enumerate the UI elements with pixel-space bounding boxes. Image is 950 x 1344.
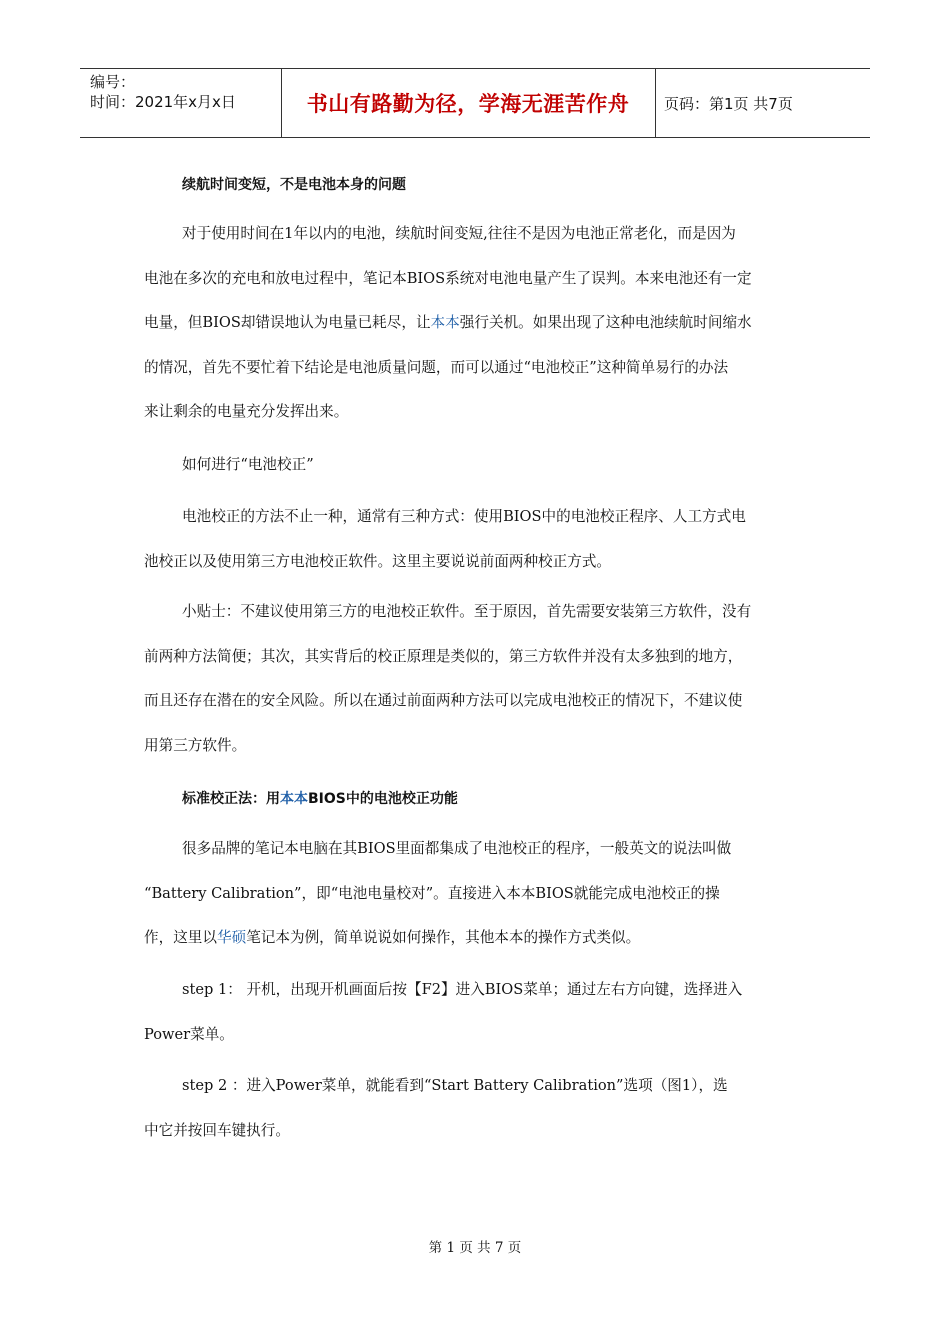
motto: 书山有路勤为径，学海无涯苦作舟	[306, 92, 630, 116]
paragraph-methods: 电池校正的方法不止一种，通常有三种方式：使用BIOS中的电池校正程序、人工方式电 池校正以及使用第三方电池校正软件。这里主要说说前面两种校正方式。	[144, 508, 746, 570]
divider	[655, 69, 656, 137]
heading-standard-method: 标准校正法：用本本BIOS中的电池校正功能	[182, 791, 458, 807]
heading-how-to-calibrate: 如何进行“电池校正”	[182, 456, 314, 473]
time-label: 时间：2021年x月x日	[90, 93, 236, 111]
paragraph-tip: 小贴士：不建议使用第三方的电池校正软件。至于原因，首先需要安装第三方软件，没有 前两种方法简便；其次，其实背后的校正原理是类似的，第三方软件并没有太多独到的地方， 而且还存在潜在的安全风险。所以在通过前面两种方法可以完成电池校正的情况下，不建议使 用第三方软件。	[144, 603, 752, 754]
paragraph-intro: 对于使用时间在1年以内的电池，续航时间变短,往往不是因为电池正常老化，而是因为 电池在多次的充电和放电过程中，笔记本BIOS系统对电池电量产生了误判。本来电池还有一定 电量，但BIOS却错误地认为电量已耗尽，让本本强行关机。如果出现了这种电池续航时间缩水 的情况，首先不要忙着下结论是电池质量问题，而可以通过“电池校正”这种简单易行的办法 来让剩余的电量充分发挥出来。	[144, 225, 752, 420]
number-label: 编号：	[90, 73, 136, 91]
paragraph-bios: 很多品牌的笔记本电脑在其BIOS里面都集成了电池校正的程序，一般英文的说法叫做 “Battery Calibration”，即“电池电量校对”。直接进入本本BIOS就能完成电池校正的操 作，这里以华硕笔记本为例，简单说说如何操作，其他本本的操作方式类似。	[144, 840, 732, 946]
header-info-cell	[80, 69, 280, 137]
heading-battery-life: 续航时间变短，不是电池本身的问题	[182, 177, 406, 193]
page-label: 页码：第1页 共7页	[664, 94, 793, 113]
link-benben[interactable]: 本本	[280, 791, 308, 807]
paragraph-step2: step 2 ：进入Power菜单，就能看到“Start Battery Calibration”选项（图1），选 中它并按回车键执行。	[144, 1077, 728, 1139]
paragraph-step1: step 1： 开机，出现开机画面后按【F2】进入BIOS菜单；通过左右方向键，选择进入 Power菜单。	[144, 981, 743, 1043]
link-asus[interactable]: 华硕	[216, 929, 247, 946]
link-benben[interactable]: 本本	[430, 314, 460, 331]
page-footer: 第 1 页 共 7 页	[428, 1240, 522, 1256]
page-header	[80, 68, 870, 138]
